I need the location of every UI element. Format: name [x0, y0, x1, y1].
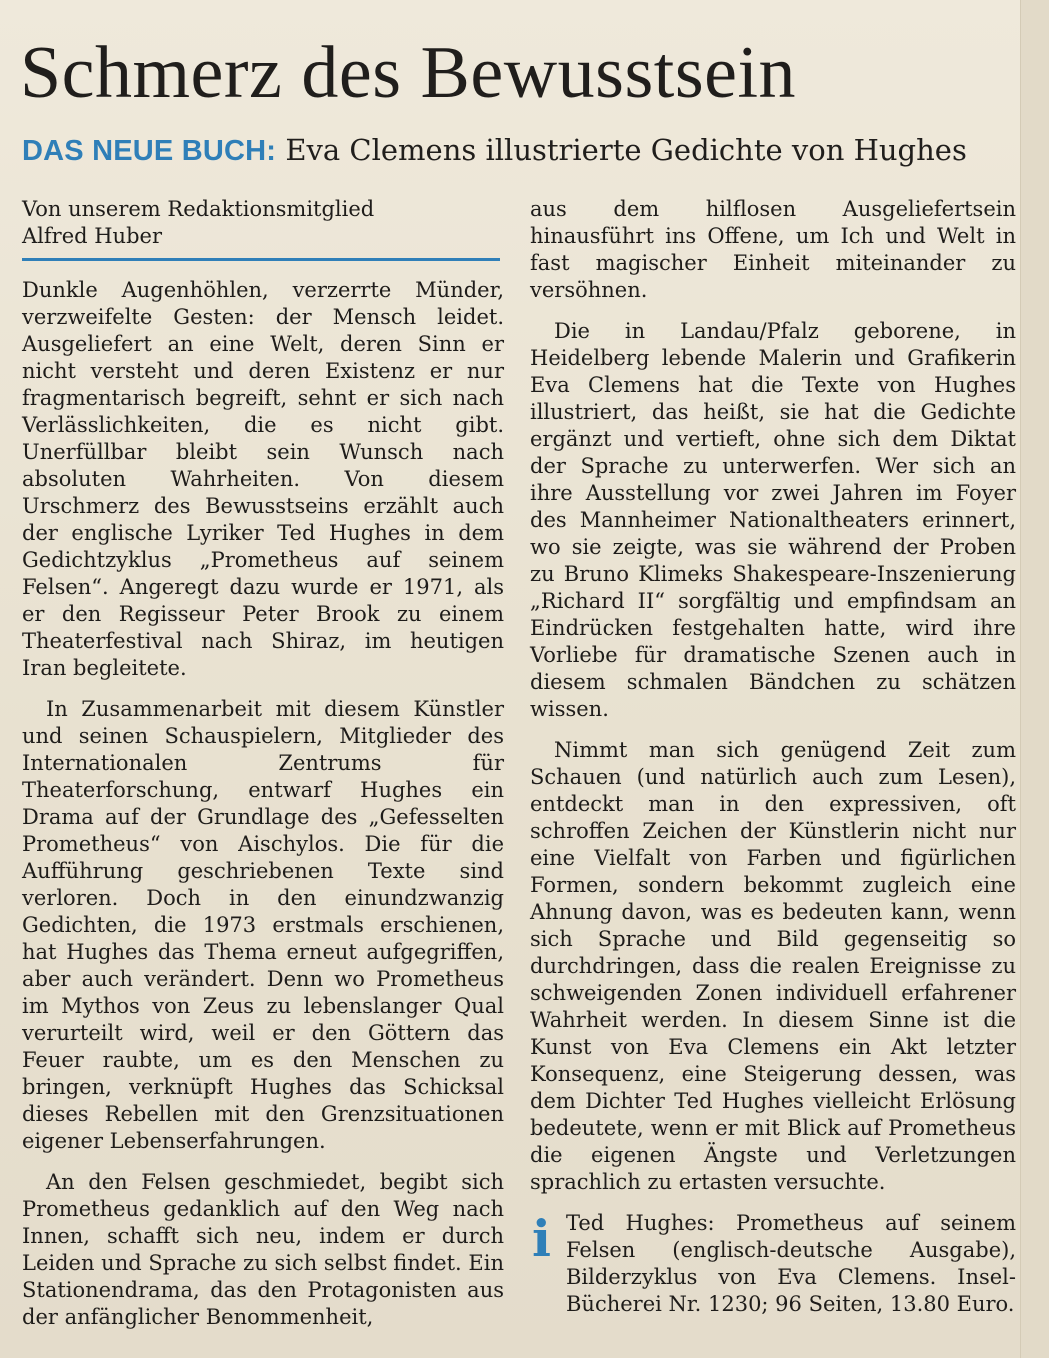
subtitle: Eva Clemens illustrierte Gedichte von Hughes: [285, 133, 967, 167]
paragraph-6: Nimmt man sich genügend Zeit zum Schauen (und natürlich auch zum Lesen), entdeckt man in den expressiven, oft schroffen Zeichen der Künstlerin nicht nur eine Vielfalt von Farben und figürlichen Formen, sondern bekommt zugleich eine Ahnung davon, was es bedeuten kann, wenn sich Sprache und Bild gegenseitig so durchdringen, dass die realen Ereignisse zu schweigenden Zonen individuell erfahrener Wahrheit werden. In diesem Sinne ist die Kunst von Eva Clemens ein Akt letzter Konsequenz, eine Steigerung dessen, was dem Dichter Ted Hughes vielleicht Erlösung bedeutete, wenn er mit Blick auf Prometheus die eigenen Ängste und Verletzungen sprachlich zu ertasten versuchte.: [530, 738, 1016, 1194]
subheadline: [22, 128, 1012, 173]
column-right: [530, 196, 1016, 1318]
info-icon: i: [532, 1209, 551, 1268]
byline-line-1: Von unserem Redaktionsmitglied: [22, 197, 375, 221]
paragraph-1: Dunkle Augenhöhlen, verzerrte Münder, verzweifelte Gesten: der Mensch leidet. Ausgeliefert an eine Welt, deren Sinn er nicht versteht und deren Existenz er nur fragmentarisch begreift, sehnt er sich nach Verlässlichkeiten, die es nicht gibt. Unerfüllbar bleibt sein Wunsch nach absoluten Wahrheiten. Von diesem Urschmerz des Bewusstseins erzählt auch der englische Lyriker Ted Hughes in dem Gedichtzyklus „Prometheus auf seinem Felsen“. Angeregt dazu wurde er 1971, als er den Regisseur Peter Brook zu einem Theaterfestival nach Shiraz, im heutigen Iran begleitete.: [22, 278, 504, 680]
book-info-box: [530, 1210, 1016, 1318]
byline-divider: [22, 258, 500, 261]
adjacent-column-edge: [1020, 0, 1049, 1358]
kicker: DAS NEUE BUCH:: [22, 135, 277, 167]
column-left: [22, 196, 504, 1345]
paragraph-3: An den Felsen geschmiedet, begibt sich Prometheus gedanklich auf den Weg nach Innen, schafft sich neu, indem er durch Leiden und Sprache zu sich selbst findet. Ein Stationendrama, das den Protagonisten aus der anfänglicher Benommenheit,: [22, 1170, 504, 1329]
book-info-text: Ted Hughes: Prometheus auf seinem Felsen (englisch-deutsche Ausgabe), Bilderzyklus von Eva Clemens. Insel-Bücherei Nr. 1230; 96 Seiten, 13.80 Euro.: [566, 1211, 1016, 1316]
byline-author: Alfred Huber: [22, 224, 162, 248]
paragraph-2: In Zusammenarbeit mit diesem Künstler und seinen Schauspielern, Mitglieder des Internationalen Zentrums für Theaterforschung, entwarf Hughes ein Drama auf der Grundlage des „Gefesselten Prometheus“ von Aischylos. Die für die Aufführung geschriebenen Texte sind verloren. Doch in den einundzwanzig Gedichten, die 1973 erstmals erschienen, hat Hughes das Thema erneut aufgegriffen, aber auch verändert. Denn wo Prometheus im Mythos von Zeus zu lebenslanger Qual verurteilt wird, weil er den Göttern das Feuer raubte, um es den Menschen zu bringen, verknüpft Hughes das Schicksal dieses Rebellen mit den Grenzsituationen eigener Lebenserfahrungen.: [22, 697, 504, 1153]
headline: Schmerz des Bewusstsein: [20, 32, 797, 114]
paragraph-4: aus dem hilflosen Ausgeliefertsein hinausführt ins Offene, um Ich und Welt in fast magischer Einheit miteinander zu versöhnen.: [530, 197, 1016, 302]
paragraph-5: Die in Landau/Pfalz geborene, in Heidelberg lebende Malerin und Grafikerin Eva Clemens hat die Texte von Hughes illustriert, das heißt, sie hat die Gedichte ergänzt und vertieft, ohne sich dem Diktat der Sprache zu unterwerfen. Wer sich an ihre Ausstellung vor zwei Jahren im Foyer des Mannheimer Nationaltheaters erinnert, wo sie zeigte, was sie während der Proben zu Bruno Klimeks Shakespeare-Inszenierung „Richard II“ sorgfältig und empfindsam an Eindrücken festgehalten hatte, wird ihre Vorliebe für dramatische Szenen auch in diesem schmalen Bändchen zu schätzen wissen.: [530, 319, 1016, 721]
